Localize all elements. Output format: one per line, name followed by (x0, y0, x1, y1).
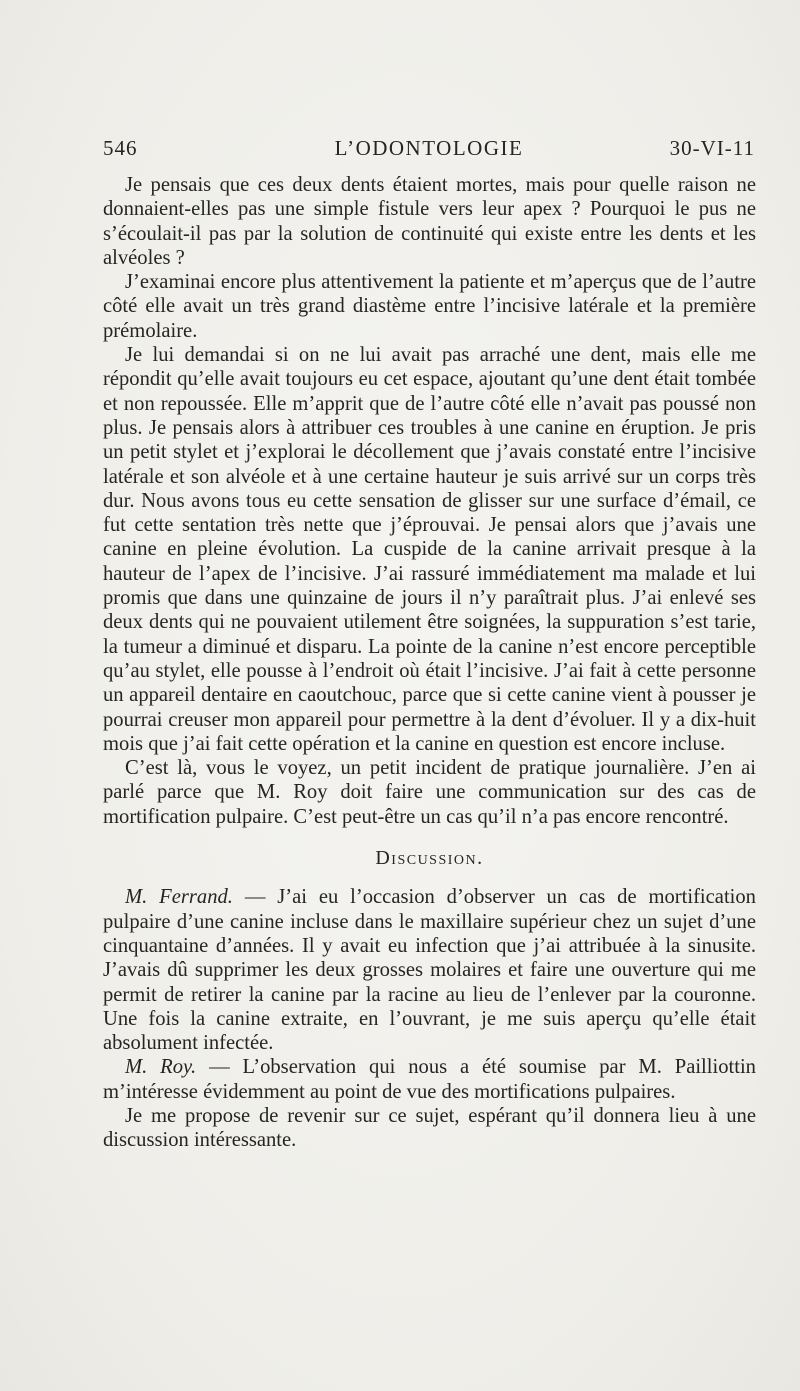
speaker-name: M. Roy. (125, 1056, 197, 1079)
article-body (103, 173, 756, 1153)
paragraph: Je lui demandai si on ne lui avait pas arraché une dent, mais elle me répondit qu’elle avait toujours eu cet espace, ajoutant qu’une dent était tombée et non repoussée. Elle m’apprit que de l’autre côté elle n’avait pas poussé non plus. Je pensais alors à attribuer ces troubles à une canine en éruption. Je pris un petit stylet et j’explorai le décollement que j’avais constaté entre l’incisive latérale et son alvéole et à une certaine hauteur je suis arrivé sur un corps très dur. Nous avons tous eu cette sensation de glisser sur une surface d’émail, ce fut cette sentation très nette que j’éprouvai. Je pensai alors que j’avais une canine en pleine évolution. La cuspide de la canine arrivait presque à la hauteur de l’apex de l’incisive. J’ai rassuré immédiatement ma malade et lui promis que dans une quinzaine de jours il n’y paraîtrait plus. J’ai enlevé ses deux dents qui ne pouvaient utilement être soignées, la suppuration s’est tarie, la tumeur a diminué et disparu. La pointe de la canine n’est encore perceptible qu’au stylet, elle pousse à l’endroit où était l’incisive. J’ai fait à cette personne un appareil dentaire en caoutchouc, parce que si cette canine vient à pousser je pourrai creuser mon appareil pour permettre à la dent d’évoluer. Il y a dix-huit mois que j’ai fait cette opération et la canine en question est encore incluse. (103, 344, 756, 755)
journal-title: L’ODONTOLOGIE (334, 136, 524, 160)
discussion-entry (103, 1055, 756, 1104)
issue-date: 30-VI-11 (669, 136, 755, 160)
section-heading: Discussion. (375, 847, 484, 870)
paragraph: Je pensais que ces deux dents étaient mortes, mais pour quelle raison ne donnaient-elles pas une simple fistule vers leur apex ? Pourquoi le pus ne s’écoulait-il pas par la solution de continuité qui existe entre les dents et les alvéoles ? (103, 174, 756, 269)
discussion-entry (103, 885, 756, 1055)
speaker-name: M. Ferrand. (125, 886, 233, 909)
paragraph: Je me propose de revenir sur ce sujet, espérant qu’il donnera lieu à une discussion intéressante. (103, 1104, 756, 1152)
speaker-remarks: — J’ai eu l’occasion d’observer un cas de mortification pulpaire d’une canine incluse dans le maxillaire supérieur chez un sujet d’une cinquantaine d’années. Il y avait eu infection que j’ai attribuée à la sinusite. J’avais dû supprimer les deux grosses molaires et faire une ouverture qui me permit de retirer la canine par la racine au lieu de l’enlever par la couronne. Une fois la canine extraite, en l’ouvrant, je me suis aperçu qu’elle était absolument infectée. (103, 886, 756, 1055)
paragraph: J’examinai encore plus attentivement la patiente et m’aperçus que de l’autre côté elle avait un très grand diastème entre l’incisive latérale et la première prémolaire. (103, 271, 756, 342)
page-number: 546 (103, 136, 138, 160)
speaker-remarks: — L’observation qui nous a été soumise par M. Pailliottin m’intéresse évidemment au point de vue des mortifications pulpaires. (103, 1056, 756, 1103)
paragraph: C’est là, vous le voyez, un petit incident de pratique journalière. J’en ai parlé parce que M. Roy doit faire une communication sur des cas de mortification pulpaire. C’est peut-être un cas qu’il n’a pas encore rencontré. (103, 757, 756, 828)
running-head (103, 136, 755, 166)
